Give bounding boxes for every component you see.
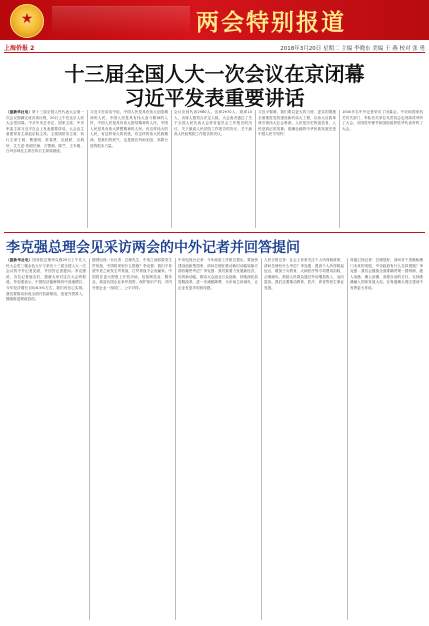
- column-divider: [89, 258, 90, 620]
- column-divider: [175, 258, 176, 620]
- section-divider: [4, 232, 425, 233]
- main-headline-line2: 习近平发表重要讲话: [124, 86, 305, 110]
- column-divider: [255, 110, 256, 228]
- article1-column2: 习近平在讲话中说，中国人民是具有伟大创造精神的人民，中国人民是具有伟大奋斗精神的人民，中国人民是具有伟大团结精神的人民，中国人民是具有伟大梦想精神的人民。有这样伟大的人民，有这样伟大的民族，有这样的伟大民族精神，是我们的底气，也是我们风雨无阻、高歌行进的根本力量。: [90, 110, 168, 148]
- article2-column2: 德国电视一台记者：总理先生，中美之间如果发生贸易战，中国将采取什么措施？李克强：我们不希望中美之间发生贸易战，打贸易战不会有赢家。中国将在更大程度上开放市场，包括制造业、服务业，欢迎各国企业来华投资，保护知识产权，对内外资企业一视同仁，公平对待。: [92, 258, 172, 290]
- second-headline: 李克强总理会见采访两会的中外记者并回答提问: [6, 240, 300, 256]
- column-divider: [171, 110, 172, 228]
- page-meta-line: [4, 42, 425, 53]
- article2-column3: 中央电视台记者：今年政府工作报告提出，要加快建设创新型国家，请问总理在推动新旧动能转换方面有哪些考虑？李克强：我们要着力发展新经济，培育新动能，推动大众创业万众创新，持续深化放管服改革，进一步减税降费，为市场主体减负，让企业有更多的获得感。: [178, 258, 258, 290]
- banner-decoration: [52, 6, 190, 35]
- article2-column4: 人民日报记者：社会上非常关注个人所得税改革，请问总理有什么考虑？李克强：提高个人所得税起征点，增加子女教育、大病医疗等专项费用扣除，合理减负，鼓励人民群众通过劳动增加收入、迈向富裕。我们还要推动教育、医疗、养老等民生事业发展。: [264, 258, 344, 290]
- page-number-label: 上海侨报 2: [4, 45, 35, 52]
- column-divider: [339, 110, 340, 228]
- article1-column3: 会议应到代表2980人，出席2970人，缺席10人，出席人数符合法定人数。大会表决通过了关于全国人民代表大会常务委员会工作报告的决议、关于最高人民法院工作报告的决议、关于最高人民检察院工作报告的决议。: [174, 110, 252, 137]
- article1-column1: （据新华社电）第十三届全国人民代表大会第一次会议圆满完成各项议程，20日上午在北京人民大会堂闭幕。中共中央总书记、国家主席、中央军委主席习近平在会上发表重要讲话。大会由主席团常务主席赵乐际主持。主席团常务主席、执行主席王晨、曹建明、张春贤、沈跃跃、吉炳轩、艾力更·依明巴海、万鄂湘、陈竺、王东明、白玛赤林在主席台执行主席席就座。: [6, 110, 84, 154]
- article1-column4: 习近平强调，我们要以更大的力度、更实的措施全面推进党的建设新的伟大工程，以伟大自我革命引领伟大社会革命。人民是历史的创造者，人民是真正的英雄。波澜壮阔的中华民族发展史是中国人民书写的！: [258, 110, 336, 137]
- column-divider: [261, 258, 262, 620]
- article1-column5: 1000多名中外记者采访了闭幕会。中央和国家机关有关部门、军队有关单位负责同志也列席或旁听了大会。各国驻华使节和国际组织驻华代表旁听了大会。: [342, 110, 423, 131]
- banner: [0, 0, 429, 40]
- date-editor-line: 2018年3月20日 星期二 主编 李晓东 美编 王 燕 校对 张 勇: [280, 46, 425, 52]
- main-headline-line1: 十三届全国人大一次会议在京闭幕: [64, 62, 365, 86]
- national-emblem-icon: ★: [10, 4, 44, 38]
- article2-column5: 凤凰卫视记者：总理您好，请问对于香港和澳门未来的发展，中央政府有什么支持措施？李克强：我们会继续全面准确贯彻一国两制、港人治港、澳人治澳、高度自治的方针，支持港澳融入国家发展大局，在粤港澳大湾区建设中发挥更大作用。: [350, 258, 423, 290]
- banner-title: 两会特别报道: [196, 9, 346, 36]
- column-divider: [87, 110, 88, 228]
- column-divider: [347, 258, 348, 620]
- article2-column1: （据新华社电）国务院总理李克强20日上午在人民大会堂三楼金色大厅与采访十三届全国人大一次会议的中外记者见面，并回答记者提问。李克强说，各位记者朋友们，感谢大家对这次大会的报道。李克强表示，中国经济能够保持中高速增长，今年经济增长目标6.5%左右，我们有信心实现。我们要推动形成全面开放新格局，放宽外资准入，继续推进简政放权。: [6, 258, 86, 302]
